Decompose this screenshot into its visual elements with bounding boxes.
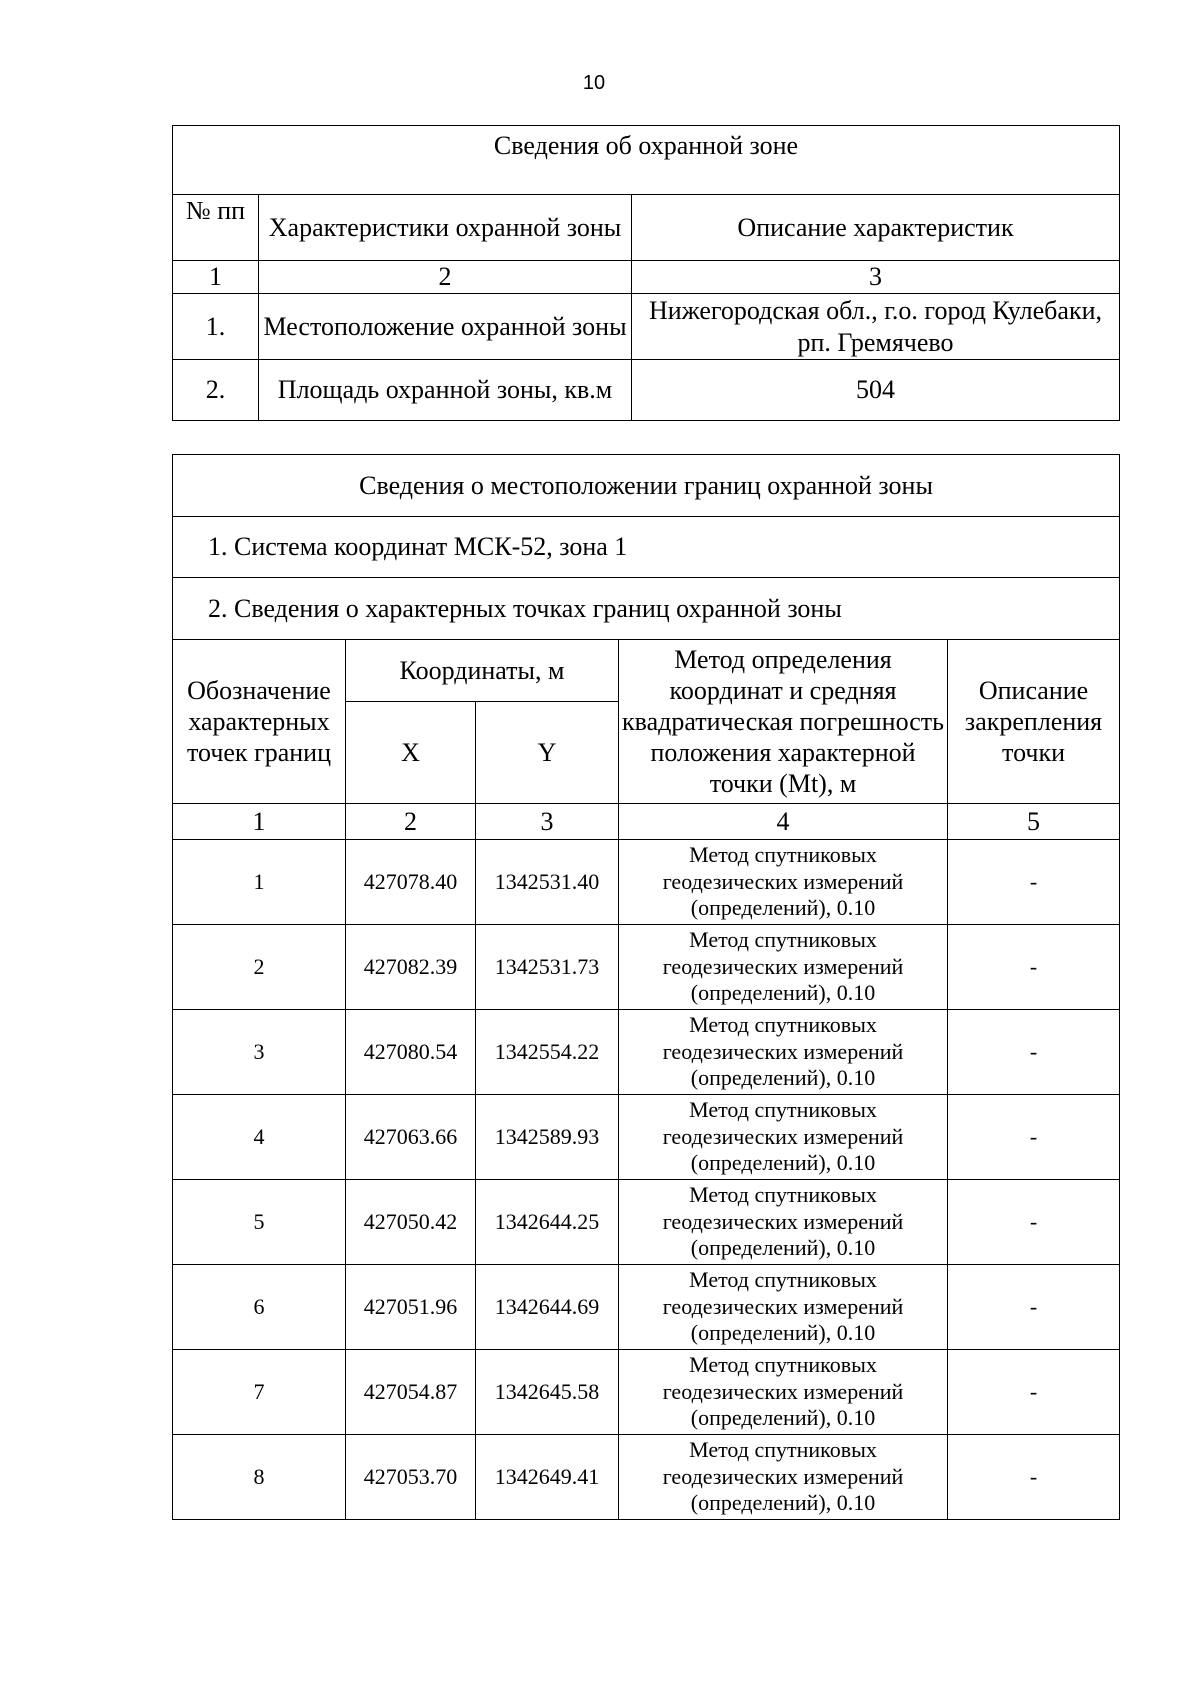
table-row: [173, 1010, 1120, 1095]
row-num: 1.: [173, 294, 259, 360]
point-y: 1342589.93: [476, 1095, 619, 1180]
point-fixing: -: [948, 1010, 1120, 1095]
index-cell: 2: [346, 804, 476, 840]
point-id: 5: [173, 1180, 346, 1265]
zone-info-title: Сведения об охранной зоне: [173, 126, 1120, 195]
point-fixing: -: [948, 925, 1120, 1010]
table-row: [173, 1265, 1120, 1350]
point-y: 1342554.22: [476, 1010, 619, 1095]
point-fixing: -: [948, 1180, 1120, 1265]
header-coordinates: Координаты, м: [346, 640, 619, 702]
table-row: [173, 1350, 1120, 1435]
table-row: [173, 294, 1120, 360]
point-x: 427051.96: [346, 1265, 476, 1350]
table-row: [173, 1180, 1120, 1265]
point-method: Метод спутниковых геодезических измерений (определений), 0.10: [619, 1010, 948, 1095]
point-x: 427080.54: [346, 1010, 476, 1095]
point-y: 1342645.58: [476, 1350, 619, 1435]
coord-system: 1. Система координат МСК-52, зона 1: [173, 517, 1120, 578]
index-cell: 4: [619, 804, 948, 840]
page-number: 10: [582, 72, 606, 94]
point-fixing: -: [948, 1265, 1120, 1350]
point-y: 1342531.73: [476, 925, 619, 1010]
point-method: Метод спутниковых геодезических измерений (определений), 0.10: [619, 1435, 948, 1520]
header-x: X: [346, 702, 476, 804]
point-y: 1342644.25: [476, 1180, 619, 1265]
point-method: Метод спутниковых геодезических измерений (определений), 0.10: [619, 925, 948, 1010]
point-id: 4: [173, 1095, 346, 1180]
point-fixing: -: [948, 1435, 1120, 1520]
row-characteristic: Местоположение охранной зоны: [259, 294, 632, 360]
point-method: Метод спутниковых геодезических измерений (определений), 0.10: [619, 1095, 948, 1180]
point-id: 2: [173, 925, 346, 1010]
zone-info-table: [172, 125, 1120, 421]
point-method: Метод спутниковых геодезических измерений (определений), 0.10: [619, 840, 948, 925]
point-x: 427050.42: [346, 1180, 476, 1265]
point-x: 427054.87: [346, 1350, 476, 1435]
table-row: [173, 840, 1120, 925]
row-characteristic: Площадь охранной зоны, кв.м: [259, 360, 632, 421]
point-y: 1342531.40: [476, 840, 619, 925]
boundary-table: [172, 454, 1120, 1520]
header-fixing: Описание закрепления точки: [948, 640, 1120, 804]
header-num: № пп: [173, 195, 259, 261]
point-id: 1: [173, 840, 346, 925]
table-row: [173, 360, 1120, 421]
point-fixing: -: [948, 840, 1120, 925]
index-cell: 1: [173, 261, 259, 294]
index-cell: 1: [173, 804, 346, 840]
point-x: 427082.39: [346, 925, 476, 1010]
row-description: Нижегородская обл., г.о. город Кулебаки, рп. Гремячево: [632, 294, 1120, 360]
point-id: 6: [173, 1265, 346, 1350]
point-method: Метод спутниковых геодезических измерений (определений), 0.10: [619, 1180, 948, 1265]
point-id: 7: [173, 1350, 346, 1435]
point-id: 8: [173, 1435, 346, 1520]
point-x: 427053.70: [346, 1435, 476, 1520]
row-num: 2.: [173, 360, 259, 421]
point-y: 1342649.41: [476, 1435, 619, 1520]
index-cell: 5: [948, 804, 1120, 840]
header-designation: Обозначение характерных точек границ: [173, 640, 346, 804]
boundary-title: Сведения о местоположении границ охранной зоны: [173, 455, 1120, 517]
point-id: 3: [173, 1010, 346, 1095]
point-method: Метод спутниковых геодезических измерений (определений), 0.10: [619, 1350, 948, 1435]
point-fixing: -: [948, 1095, 1120, 1180]
header-method: Метод определения координат и средняя квадратическая погрешность положения характерной точки (Mt), м: [619, 640, 948, 804]
index-cell: 3: [632, 261, 1120, 294]
header-y: Y: [476, 702, 619, 804]
index-cell: 2: [259, 261, 632, 294]
table-row: [173, 1435, 1120, 1520]
points-title: 2. Сведения о характерных точках границ охранной зоны: [173, 578, 1120, 640]
point-fixing: -: [948, 1350, 1120, 1435]
header-characteristic: Характеристики охранной зоны: [259, 195, 632, 261]
row-description: 504: [632, 360, 1120, 421]
header-description: Описание характеристик: [632, 195, 1120, 261]
table-row: [173, 925, 1120, 1010]
point-y: 1342644.69: [476, 1265, 619, 1350]
point-method: Метод спутниковых геодезических измерений (определений), 0.10: [619, 1265, 948, 1350]
index-cell: 3: [476, 804, 619, 840]
point-x: 427078.40: [346, 840, 476, 925]
table-row: [173, 1095, 1120, 1180]
point-x: 427063.66: [346, 1095, 476, 1180]
